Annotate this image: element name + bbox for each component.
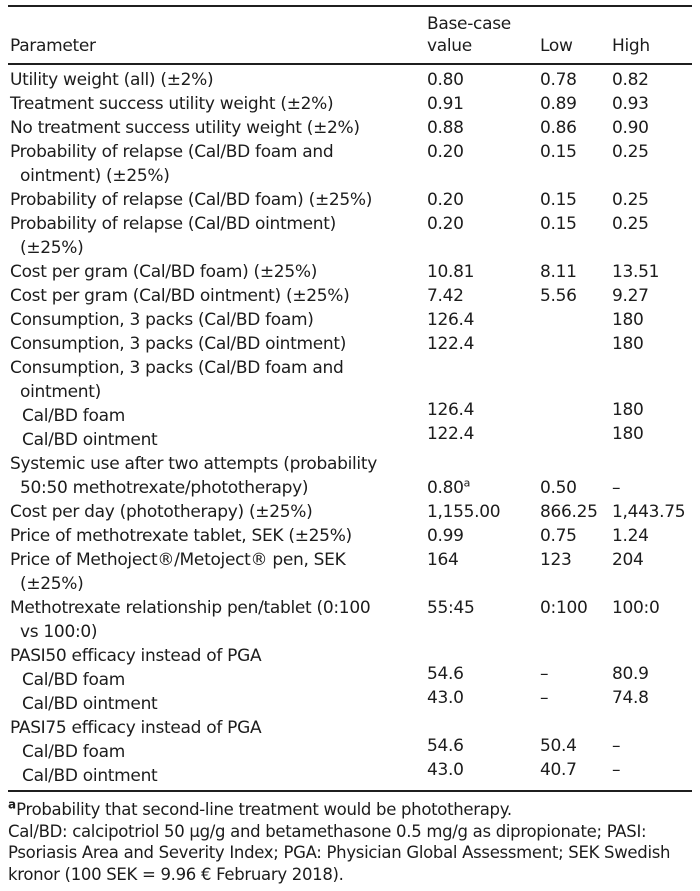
base-case-value-cell-text: 43.0: [427, 688, 464, 708]
high-value-cell: [612, 476, 692, 500]
base-case-value-cell-text: 43.0: [427, 760, 464, 780]
footnote-a-text: Probability that second-line treatment would be phototherapy.: [16, 800, 512, 819]
high-value-cell: [612, 188, 692, 212]
high-value-cell-text: –: [612, 760, 621, 780]
base-case-value-cell-text: 0.88: [427, 118, 464, 138]
high-value-cell: [612, 92, 692, 116]
table-row: [8, 500, 692, 524]
low-value-cell: [540, 116, 612, 140]
low-value-cell-text: 123: [540, 550, 572, 570]
parameter-cell: [8, 356, 427, 404]
low-value-cell: [540, 188, 612, 212]
parameter-line: Consumption, 3 packs (Cal/BD foam): [10, 310, 314, 330]
high-value-cell: [612, 422, 692, 446]
base-case-value-cell: [427, 398, 540, 422]
parameter-line: ointment) (±25%): [20, 166, 170, 186]
table-row: [8, 356, 692, 404]
high-value-cell-text: 180: [612, 310, 644, 330]
parameter-line: ointment): [20, 382, 101, 402]
low-value-cell-text: 0.78: [540, 70, 577, 90]
footnote-a-marker: a: [8, 797, 17, 812]
column-header-high: High: [612, 36, 650, 56]
parameter-line: Cal/BD ointment: [22, 430, 158, 450]
high-value-cell: [612, 332, 692, 356]
low-value-cell-text: 0.15: [540, 142, 577, 162]
base-case-value-cell-text: 0.80: [427, 70, 464, 90]
high-value-cell-text: 0.90: [612, 118, 649, 138]
footnote-a: [8, 799, 692, 821]
high-value-cell-text: 80.9: [612, 664, 649, 684]
base-case-value-cell-text: 0.99: [427, 526, 464, 546]
high-value-cell-text: 13.51: [612, 262, 660, 282]
high-value-cell: [612, 260, 692, 284]
base-case-value-cell: [427, 758, 540, 782]
column-header-base-case-value: [427, 13, 540, 57]
parameter-cell: [8, 140, 427, 188]
high-value-cell-text: 180: [612, 424, 644, 444]
low-value-cell: [540, 524, 612, 548]
parameter-line: Cal/BD foam: [22, 670, 125, 690]
high-value-cell-text: –: [612, 478, 621, 498]
base-case-value-cell: [427, 500, 540, 524]
high-value-cell: [612, 212, 692, 236]
base-case-value-cell: [427, 284, 540, 308]
high-value-cell-text: 0.25: [612, 190, 649, 210]
low-value-cell: [540, 284, 612, 308]
parameter-cell: [8, 284, 427, 308]
parameter-line: Cal/BD foam: [22, 406, 125, 426]
low-value-cell: [540, 260, 612, 284]
table-row: [8, 760, 692, 788]
parameter-line: Cal/BD ointment: [22, 766, 158, 786]
table-row: [8, 92, 692, 116]
parameter-cell: [8, 668, 427, 692]
table-row: [8, 400, 692, 428]
high-value-cell-text: 0.25: [612, 142, 649, 162]
parameter-table: [8, 5, 692, 792]
base-case-value-cell: [427, 212, 540, 236]
base-case-value-cell-text: 0.20: [427, 214, 464, 234]
parameter-line: PASI50 efficacy instead of PGA: [10, 646, 262, 666]
base-case-value-cell: [427, 116, 540, 140]
parameter-cell: [8, 116, 427, 140]
low-value-cell-text: 866.25: [540, 502, 598, 522]
high-value-cell: [612, 524, 692, 548]
low-value-cell: [540, 476, 612, 500]
low-value-cell: [540, 140, 612, 164]
parameter-line: Probability of relapse (Cal/BD foam and: [10, 142, 334, 162]
base-case-line1: Base-case: [427, 14, 511, 34]
base-case-value-cell-text: 0.20: [427, 142, 464, 162]
high-value-cell: [612, 284, 692, 308]
parameter-line: Price of Methoject®/Metoject® pen, SEK: [10, 550, 346, 570]
parameter-line: Probability of relapse (Cal/BD foam) (±25%): [10, 190, 373, 210]
parameter-cell: [8, 740, 427, 764]
table-row: [8, 308, 692, 332]
base-case-value-cell: [427, 476, 540, 500]
parameter-line: Cal/BD foam: [22, 742, 125, 762]
parameter-line: Methotrexate relationship pen/tablet (0:100: [10, 598, 371, 618]
low-value-cell: [540, 758, 612, 782]
high-value-cell-text: 74.8: [612, 688, 649, 708]
footnote-abbreviations: Cal/BD: calcipotriol 50 µg/g and betamethasone 0.5 mg/g as dipropionate; PASI: Psoriasis Area and Severity Index; PGA: Physician Global Assessment; SEK Swedish kronor (100 SEK = 9.96 € February 2018).: [8, 821, 671, 884]
table-row: [8, 424, 692, 452]
high-value-cell: [612, 734, 692, 758]
table-row: [8, 524, 692, 548]
parameter-cell: [8, 500, 427, 524]
high-value-cell-text: 1.24: [612, 526, 649, 546]
parameter-cell: [8, 764, 427, 788]
parameter-cell: [8, 644, 427, 668]
high-value-cell: [612, 662, 692, 686]
low-value-cell: [540, 548, 612, 572]
value-superscript: a: [463, 476, 471, 490]
parameter-line: Systemic use after two attempts (probability: [10, 454, 377, 474]
low-value-cell-text: 0.15: [540, 190, 577, 210]
parameter-line: 50:50 methotrexate/phototherapy): [20, 478, 309, 498]
parameter-line: Utility weight (all) (±2%): [10, 70, 214, 90]
base-case-value-cell-text: 164: [427, 550, 459, 570]
base-case-value-cell-text: 126.4: [427, 400, 475, 420]
high-value-cell: [612, 548, 692, 572]
table-row: [8, 596, 692, 644]
base-case-value-cell-text: 0.80: [427, 478, 464, 498]
high-value-cell-text: 1,443.75: [612, 502, 686, 522]
base-case-value-cell: [427, 662, 540, 686]
table-row: [8, 284, 692, 308]
parameter-cell: [8, 524, 427, 548]
base-case-value-cell-text: 55:45: [427, 598, 475, 618]
parameter-cell: [8, 716, 427, 740]
base-case-value-cell-text: 7.42: [427, 286, 464, 306]
low-value-cell-text: –: [540, 664, 549, 684]
base-case-value-cell-text: 122.4: [427, 424, 475, 444]
high-value-cell: [612, 596, 692, 620]
base-case-value-cell: [427, 68, 540, 92]
table-body: [8, 65, 692, 790]
base-case-value-cell: [427, 734, 540, 758]
base-case-value-cell: [427, 332, 540, 356]
table-row: [8, 68, 692, 92]
table-row: [8, 212, 692, 260]
base-case-value-cell: [427, 422, 540, 446]
base-case-value-cell-text: 54.6: [427, 664, 464, 684]
low-value-cell: [540, 212, 612, 236]
base-case-line2: value: [427, 36, 472, 56]
table-row: [8, 260, 692, 284]
parameter-line: Price of methotrexate tablet, SEK (±25%): [10, 526, 352, 546]
parameter-cell: [8, 596, 427, 644]
parameter-cell: [8, 404, 427, 428]
parameter-line: (±25%): [20, 574, 84, 594]
base-case-value-cell: [427, 308, 540, 332]
parameter-cell: [8, 92, 427, 116]
table-row: [8, 188, 692, 212]
parameter-cell: [8, 188, 427, 212]
low-value-cell-text: 0.75: [540, 526, 577, 546]
high-value-cell: [612, 140, 692, 164]
base-case-value-cell-text: 122.4: [427, 334, 475, 354]
parameter-cell: [8, 548, 427, 596]
high-value-cell: [612, 758, 692, 782]
column-header-low: Low: [540, 36, 573, 56]
parameter-line: Cost per gram (Cal/BD ointment) (±25%): [10, 286, 350, 306]
parameter-line: (±25%): [20, 238, 84, 258]
base-case-value-cell-text: 10.81: [427, 262, 475, 282]
parameter-cell: [8, 260, 427, 284]
parameter-line: No treatment success utility weight (±2%): [10, 118, 360, 138]
low-value-cell: [540, 686, 612, 710]
base-case-value-cell: [427, 188, 540, 212]
low-value-cell-text: 5.56: [540, 286, 577, 306]
high-value-cell-text: 204: [612, 550, 644, 570]
low-value-cell: [540, 68, 612, 92]
low-value-cell-text: 0.89: [540, 94, 577, 114]
table-header: [8, 7, 692, 63]
parameter-cell: [8, 308, 427, 332]
low-value-cell: [540, 734, 612, 758]
high-value-cell: [612, 68, 692, 92]
high-value-cell-text: 0.82: [612, 70, 649, 90]
base-case-value-cell: [427, 92, 540, 116]
high-value-cell-text: 9.27: [612, 286, 649, 306]
table-row: [8, 140, 692, 188]
base-case-value-cell: [427, 260, 540, 284]
low-value-cell: [540, 92, 612, 116]
table-row: [8, 548, 692, 596]
parameter-line: Cal/BD ointment: [22, 694, 158, 714]
high-value-cell-text: 100:0: [612, 598, 660, 618]
high-value-cell-text: 180: [612, 334, 644, 354]
parameter-cell: [8, 692, 427, 716]
parameter-cell: [8, 428, 427, 452]
high-value-cell: [612, 308, 692, 332]
low-value-cell-text: 0:100: [540, 598, 588, 618]
column-header-parameter: Parameter: [10, 36, 96, 56]
low-value-cell-text: –: [540, 688, 549, 708]
low-value-cell-text: 40.7: [540, 760, 577, 780]
parameter-line: Consumption, 3 packs (Cal/BD ointment): [10, 334, 347, 354]
base-case-value-cell: [427, 596, 540, 620]
parameter-line: Cost per gram (Cal/BD foam) (±25%): [10, 262, 318, 282]
parameter-cell: [8, 332, 427, 356]
low-value-cell-text: 0.50: [540, 478, 577, 498]
table-row: [8, 452, 692, 500]
footnotes: [8, 792, 692, 885]
base-case-value-cell: [427, 548, 540, 572]
high-value-cell-text: –: [612, 736, 621, 756]
base-case-value-cell-text: 126.4: [427, 310, 475, 330]
parameter-line: Probability of relapse (Cal/BD ointment): [10, 214, 336, 234]
parameter-line: Cost per day (phototherapy) (±25%): [10, 502, 313, 522]
low-value-cell-text: 0.86: [540, 118, 577, 138]
parameter-cell: [8, 212, 427, 260]
high-value-cell: [612, 398, 692, 422]
base-case-value-cell: [427, 140, 540, 164]
high-value-cell: [612, 500, 692, 524]
parameter-line: Treatment success utility weight (±2%): [10, 94, 334, 114]
low-value-cell-text: 50.4: [540, 736, 577, 756]
parameter-line: Consumption, 3 packs (Cal/BD foam and: [10, 358, 344, 378]
low-value-cell: [540, 662, 612, 686]
high-value-cell: [612, 116, 692, 140]
parameter-cell: [8, 452, 427, 500]
base-case-value-cell: [427, 686, 540, 710]
high-value-cell-text: 0.93: [612, 94, 649, 114]
high-value-cell-text: 0.25: [612, 214, 649, 234]
base-case-value-cell-text: 0.91: [427, 94, 464, 114]
table-row: [8, 116, 692, 140]
parameter-cell: [8, 68, 427, 92]
low-value-cell-text: 8.11: [540, 262, 577, 282]
table-row: [8, 332, 692, 356]
high-value-cell: [612, 686, 692, 710]
table-row: [8, 688, 692, 716]
parameter-line: PASI75 efficacy instead of PGA: [10, 718, 262, 738]
base-case-value-cell: [427, 524, 540, 548]
low-value-cell: [540, 500, 612, 524]
base-case-value-cell-text: 54.6: [427, 736, 464, 756]
base-case-value-cell-text: 0.20: [427, 190, 464, 210]
high-value-cell-text: 180: [612, 400, 644, 420]
low-value-cell: [540, 596, 612, 620]
low-value-cell-text: 0.15: [540, 214, 577, 234]
base-case-value-cell-text: 1,155.00: [427, 502, 501, 522]
parameter-line: vs 100:0): [20, 622, 98, 642]
